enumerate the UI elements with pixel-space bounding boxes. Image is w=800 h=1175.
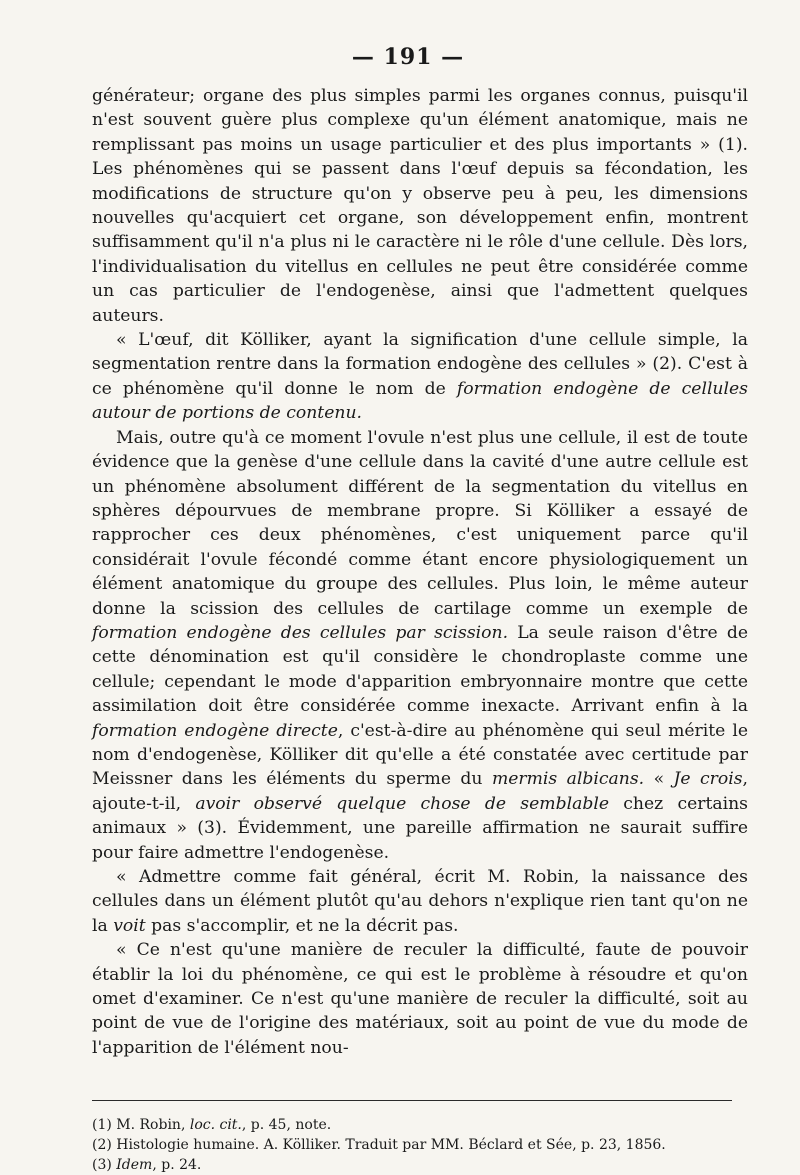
paragraph (92, 328, 748, 426)
footnote (92, 1135, 748, 1155)
italic-segment: voit (113, 915, 146, 936)
text-segment: , p. 24. (152, 1157, 202, 1174)
text-segment: « Admettre comme fait général, écrit M. Robin, la naissance des cellules dans un élément plutôt qu'au dehors n'explique rien tant qu'on ne la (92, 867, 748, 936)
text-segment: « (644, 769, 674, 790)
text-segment: « Ce n'est qu'une manière de reculer la difficulté, faute de pouvoir établir la loi du phénomène, ce qui est le problème à résoudre et qu'on omet d'examiner. Ce n'est qu'une manière de reculer la difficulté, soit au point de vue de l'origine des matériaux, soit au point de vue du mode de l'apparition de l'élément nou- (92, 940, 748, 1058)
paragraph (92, 865, 748, 938)
text-segment: pas s'accomplir, et ne la décrit pas. (145, 915, 459, 936)
text-segment: , p. 45, note. (241, 1117, 332, 1134)
text-segment: (2) Histologie humaine. A. Kölliker. Traduit par MM. Béclard et Sée, p. 23, 1856. (92, 1137, 666, 1154)
italic-segment: formation endogène directe (92, 720, 338, 741)
paragraph (92, 426, 748, 865)
footnotes (92, 1115, 748, 1175)
text-segment: (3) (92, 1157, 117, 1174)
body-text (92, 84, 748, 1060)
italic-segment: formation endogène de cellules autour de portions de contenu. (92, 378, 748, 424)
footnote (92, 1155, 748, 1175)
italic-segment: mermis albicans. (491, 769, 645, 790)
paragraph (92, 84, 748, 328)
text-segment: générateur; organe des plus simples parmi les organes connus, puisqu'il n'est souvent guère plus complexe qu'un élément anatomique, mais ne remplissant pas moins un usage particulier et des plus importants » (1). Les phénomènes qui se passent dans l'œuf depuis sa fécondation, les modifications de structure qu'on y observe peu à peu, les dimensions nouvelles qu'acquiert cet organe, son développement enfin, montrent suffisamment qu'il n'a plus ni le caractère ni le rôle d'une cellule. Dès lors, l'individualisation du vitellus en cellules ne peut être considérée comme un cas particulier de l'endogenèse, ainsi que l'admettent quelques auteurs. (92, 86, 748, 326)
text-segment: , ajoute-t-il, (92, 769, 748, 814)
text-segment: Mais, outre qu'à ce moment l'ovule n'est plus une cellule, il est de toute évidence que la genèse d'une cellule dans la cavité d'une autre cellule est un phénomène absolument différent de la segmentation du vitellus en sphères dépourvues de membrane propre. Si Kölliker a essayé de rapprocher ces deux phénomènes, c'est uniquement parce qu'il considérait l'ovule fécondé comme étant encore physiologiquement un élément anatomique du groupe des cellules. Plus loin, le même auteur donne la scission des cellules de cartilage comme un exemple de (92, 427, 748, 619)
text-segment: (1) M. Robin, (92, 1117, 190, 1134)
italic-segment: Idem (116, 1157, 153, 1174)
italic-segment: Je crois (673, 769, 743, 790)
text-segment: La seule raison d'être de cette dénomination est qu'il considère le chondroplaste comme une cellule; cependant le mode d'apparition embryonnaire montre que cette assimilation doit être considérée comme inexacte. Arrivant enfin à la (92, 622, 748, 717)
paragraph (92, 938, 748, 1060)
page-number: — 191 — (351, 44, 465, 70)
footnote-divider (92, 1100, 732, 1101)
italic-segment: avoir observé quelque chose de semblable (195, 793, 609, 814)
text-segment: chez certains animaux » (3). Évidemment, une pareille affirmation ne saurait suffire pour faire admettre l'endogenèse. (92, 793, 749, 863)
italic-segment: formation endogène des cellules par scission. (92, 622, 509, 643)
text-segment: « L'œuf, dit Kölliker, ayant la signification d'une cellule simple, la segmentation rentre dans la formation endogène des cellules » (2). C'est à ce phénomène qu'il donne le nom de (92, 330, 748, 399)
footnote (92, 1115, 748, 1135)
text-segment: , c'est-à-dire au phénomène qui seul mérite le nom d'endogenèse, Kölliker dit qu'elle a été constatée avec certitude par Meissner dans les éléments du sperme du (92, 720, 748, 790)
italic-segment: loc. cit. (189, 1117, 242, 1134)
